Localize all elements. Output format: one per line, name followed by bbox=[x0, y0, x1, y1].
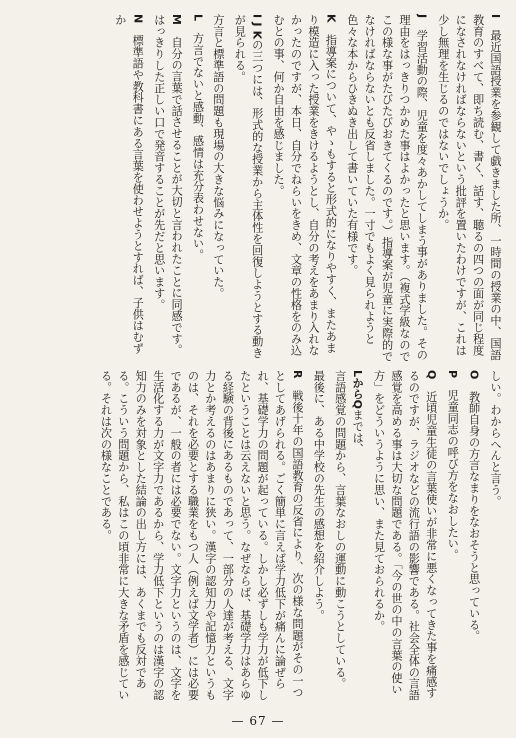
paragraph-text: 指導案について、やゝもすると形式的になりやすく、またあまり模造に入った授業をきけるようとし、自分の考えをあまり入れなかったのですが、本日、自分でねらいをきめ、文章の性格をのみ込むとの事、何か自由を感じました。 bbox=[272, 14, 338, 356]
heading-text: 方言と標準語の問題も現場の大きな悩みになっていた。 bbox=[211, 14, 225, 299]
paragraph-q bbox=[370, 370, 440, 708]
paragraph-text: 近頃児童生徒の言葉使いが非常に悪くなってきた事を痛感するのですが、ラジオなどの流行語の影響である。社会全体の言語感覚を高める事は大切な問題である。「今の世の中の言葉の使い方」をどういうように思い、また見ておられるか。 bbox=[372, 370, 438, 701]
paragraph-k bbox=[270, 14, 340, 364]
paragraph-text: 標準語や教科書にある言葉を使わせようとすれば、子供はむずか bbox=[113, 14, 145, 355]
paragraph-text: 言語感覚の問題から、言葉なおしの運動に動こうとしている。 bbox=[333, 370, 347, 690]
page-number: — 67 — bbox=[231, 714, 285, 728]
paragraph-text: 学習活動の際、児童を度々あかしてしまう事がありました。その理由をはっきりつかめた事はよかったと思います。（複式学級なのでこの様な事がたびたびおきてくるのです。）指導案が児童に実際的でなければならないとも反省しました。一寸でもよく見られようと色々な本からひきぬき出して書いていた有様です。 bbox=[345, 14, 429, 362]
paragraph-ijk-summary bbox=[231, 14, 266, 364]
paragraph-text: 児童同志の呼び方をなおしたい。 bbox=[446, 389, 460, 561]
item-label: L bbox=[191, 14, 205, 22]
item-label: N bbox=[131, 14, 145, 24]
item-label: J bbox=[415, 14, 429, 19]
item-label: M bbox=[170, 14, 184, 26]
paragraph-text: 方言でないと感動、感情は充分表わせない。 bbox=[191, 32, 205, 261]
paragraph-text: 教師自身の方言なまりをなおそうと思っている。 bbox=[467, 390, 481, 642]
paragraph-text: 戦後十年の国語教育の反省により、次の様な問題がその一つとしてあげられる。ごく簡単に言えば学力低下が痛んに論ぜられ、基礎学力の問題が起っている。しかし必ずしも学力が低下したということは云えないと思う。なぜならば、基礎学力はあらゆる経験の背後にあるものであって、一部分の人達が考える、文字力とか考えるのはあまりに狭い。漢字の認知力や記憶力というものは、それを必要とする職業をもつ人（例えば文学者）には必要であるが、一般の者には必要でない。文字力というのは、文字を生活化する力が文字力であるから、学力低下というのは漢字の認知力のみを対象とした結論の出し方には、あくまでも反対である。こういう問題から、私はこの頃非常に大きな矛盾を感じている。それは次の様なことである。 bbox=[99, 370, 304, 701]
paragraph-p bbox=[444, 370, 461, 708]
paragraph-j bbox=[343, 14, 430, 364]
paragraph-n-continued bbox=[487, 370, 504, 708]
item-label: O bbox=[467, 370, 481, 380]
paragraph-m bbox=[150, 14, 185, 364]
paragraph-text: 最近国語授業を参観して戯きました所、一時間の授業の中、国語教育のすべて、即ち読む、書く、話す、聴るの四つの面が同じ程度になされなければならないという批評を置いたわけですが、これは少し無理を生じるのではないでしょうか。 bbox=[436, 14, 502, 361]
item-label: I J K bbox=[250, 14, 264, 40]
paragraph-l bbox=[189, 14, 206, 364]
item-label: I bbox=[489, 14, 502, 19]
item-label: K bbox=[324, 14, 338, 23]
lower-column-block bbox=[12, 370, 504, 708]
paragraph-text: 自分の言葉で話させることが大切と言われたことに同感です。はっきりした正しい口で発音することが先だと思います。 bbox=[152, 14, 184, 356]
upper-column-block bbox=[12, 14, 504, 364]
paragraph-text: の三つには、形式的な授業から主体性を回復しようとする動きが見られる。 bbox=[233, 14, 264, 359]
paragraph-o bbox=[465, 370, 482, 708]
item-label: P bbox=[446, 370, 460, 379]
item-label: R bbox=[290, 370, 304, 379]
paragraph-intro-r bbox=[310, 370, 327, 708]
paragraph-text: までは、 bbox=[351, 409, 365, 455]
paragraph-lq-summary bbox=[349, 370, 366, 708]
section-heading bbox=[210, 14, 227, 364]
paragraph-text: しい。わからへんと言う。 bbox=[489, 370, 502, 507]
item-label: LからQ bbox=[351, 370, 365, 410]
item-label: Q bbox=[424, 370, 438, 380]
paragraph-i bbox=[434, 14, 504, 364]
paragraph-text: 最後に、ある中学校の先生の感想を紹介しよう。 bbox=[312, 370, 326, 621]
paragraph-lq-summary-cont bbox=[331, 370, 348, 708]
paragraph-n bbox=[111, 14, 146, 364]
paragraph-r bbox=[97, 370, 306, 708]
